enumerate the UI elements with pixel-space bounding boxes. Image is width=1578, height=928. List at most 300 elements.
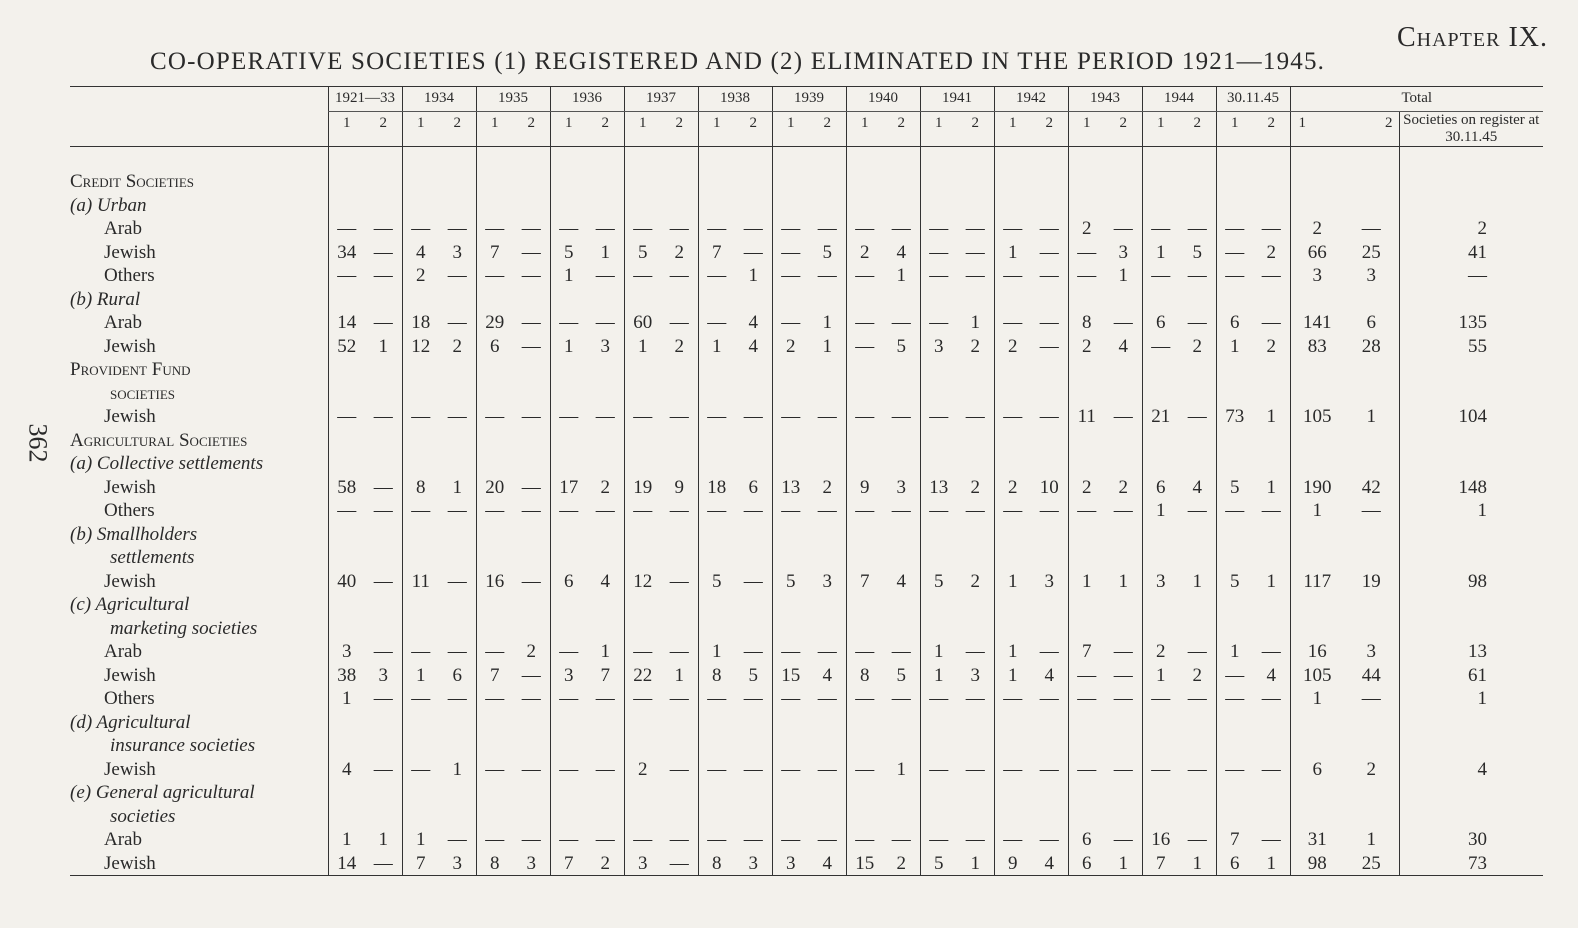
total-registered-cell: 141 — [1290, 311, 1344, 335]
value-cell — [846, 170, 883, 194]
total-eliminated-cell — [1344, 805, 1399, 829]
value-cell — [1216, 781, 1253, 805]
total-eliminated-cell: 3 — [1366, 641, 1376, 662]
value-cell: — — [328, 217, 365, 241]
value-cell — [772, 170, 809, 194]
value-cell — [550, 593, 587, 617]
value-cell: 5 — [1216, 570, 1253, 594]
value-cell: — — [846, 311, 883, 335]
value-cell — [1031, 546, 1068, 570]
value-cell — [550, 617, 587, 641]
value-cell — [476, 452, 513, 476]
sub-header-2: 2 — [1105, 111, 1142, 146]
societies-on-register-cell: 104 — [1399, 405, 1543, 429]
value-cell: — — [1068, 499, 1105, 523]
value-cell — [1253, 734, 1290, 758]
value-cell: — — [965, 218, 985, 239]
section-heading-row — [70, 711, 1543, 735]
value-cell: 34 — [328, 241, 365, 265]
value-cell — [624, 546, 661, 570]
row-label: Jewish — [104, 406, 156, 427]
value-cell: — — [1187, 500, 1207, 521]
value-cell — [883, 452, 920, 476]
value-cell — [1031, 288, 1068, 312]
value-cell: — — [1039, 335, 1059, 357]
value-cell — [957, 429, 994, 453]
total-eliminated-cell — [1344, 452, 1399, 476]
value-cell — [994, 452, 1031, 476]
value-cell — [328, 170, 365, 194]
value-cell: — — [698, 687, 735, 711]
value-cell: — — [994, 499, 1031, 523]
total-eliminated-cell: 1 — [1366, 829, 1376, 850]
year-header: 1942 — [994, 87, 1068, 112]
value-cell — [513, 617, 550, 641]
value-cell — [1142, 194, 1179, 218]
value-cell — [550, 429, 587, 453]
value-cell — [365, 781, 402, 805]
table-row — [70, 217, 1543, 241]
row-label: (b) Rural — [70, 288, 141, 310]
value-cell — [328, 805, 365, 829]
value-cell — [772, 523, 809, 547]
value-cell — [920, 288, 957, 312]
row-label: Agricultural Societies — [70, 429, 248, 451]
value-cell — [1253, 358, 1290, 382]
value-cell: — — [595, 758, 615, 780]
value-cell — [513, 711, 550, 735]
value-cell — [920, 593, 957, 617]
total-eliminated-cell — [1344, 170, 1399, 194]
value-cell — [365, 617, 402, 641]
table-row — [70, 476, 1543, 500]
value-cell: — — [772, 217, 809, 241]
value-cell — [1142, 170, 1179, 194]
total-registered-cell: 83 — [1290, 335, 1344, 359]
value-cell — [994, 170, 1031, 194]
value-cell: 5 — [624, 241, 661, 265]
value-cell — [772, 429, 809, 453]
societies-on-register-cell: 55 — [1399, 335, 1543, 359]
value-cell: 21 — [1142, 405, 1179, 429]
value-cell — [698, 452, 735, 476]
value-cell — [476, 429, 513, 453]
value-cell: 3 — [452, 852, 462, 874]
value-cell: 1 — [1142, 241, 1179, 265]
sub-header-1: 1 — [328, 111, 365, 146]
value-cell: 2 — [674, 241, 684, 263]
value-cell: — — [743, 570, 763, 592]
value-cell: — — [817, 688, 837, 709]
value-cell: — — [846, 217, 883, 241]
value-cell — [1216, 617, 1253, 641]
value-cell: 3 — [624, 852, 661, 876]
total-registered-cell: 16 — [1290, 640, 1344, 664]
value-cell: 3 — [970, 664, 980, 686]
value-cell: — — [1039, 758, 1059, 780]
value-cell: 11 — [1068, 405, 1105, 429]
value-cell — [365, 288, 402, 312]
value-cell: — — [373, 641, 393, 662]
value-cell: — — [772, 264, 809, 288]
value-cell — [735, 288, 772, 312]
value-cell — [698, 734, 735, 758]
value-cell: — — [1216, 241, 1253, 265]
value-cell: 1 — [1216, 640, 1253, 664]
value-cell: — — [669, 641, 689, 662]
value-cell — [402, 711, 439, 735]
value-cell — [1253, 452, 1290, 476]
total-registered-cell: 105 — [1290, 405, 1344, 429]
value-cell — [1031, 781, 1068, 805]
value-cell: — — [891, 829, 911, 850]
value-cell — [957, 734, 994, 758]
value-cell — [698, 546, 735, 570]
value-cell — [1068, 452, 1105, 476]
value-cell — [1179, 546, 1216, 570]
value-cell: — — [373, 406, 393, 427]
section-heading-row — [70, 781, 1543, 805]
row-label: Arab — [104, 218, 142, 239]
value-cell — [698, 523, 735, 547]
sub-header-1: 1 — [1142, 111, 1179, 146]
value-cell — [476, 734, 513, 758]
value-cell — [1031, 523, 1068, 547]
value-cell: — — [550, 828, 587, 852]
value-cell — [661, 734, 698, 758]
value-cell — [1142, 523, 1179, 547]
value-cell — [1216, 382, 1253, 406]
value-cell: 1 — [994, 241, 1031, 265]
total-eliminated-cell: — — [1361, 218, 1381, 239]
value-cell: — — [1039, 312, 1059, 333]
value-cell — [698, 288, 735, 312]
value-cell — [550, 382, 587, 406]
value-cell — [402, 781, 439, 805]
table-row — [70, 499, 1543, 523]
sub-header-1: 1 — [550, 111, 587, 146]
value-cell: — — [328, 264, 365, 288]
value-cell: 1 — [1118, 265, 1128, 286]
value-cell: 8 — [402, 476, 439, 500]
value-cell: 5 — [698, 570, 735, 594]
year-header: 1921—33 — [328, 87, 402, 112]
value-cell: 1 — [378, 335, 388, 357]
value-cell — [698, 382, 735, 406]
row-label: Jewish — [104, 476, 156, 498]
value-cell — [1216, 805, 1253, 829]
table-row — [70, 335, 1543, 359]
value-cell — [328, 711, 365, 735]
value-cell: 2 — [994, 335, 1031, 359]
value-cell — [1179, 781, 1216, 805]
value-cell — [550, 288, 587, 312]
value-cell — [809, 734, 846, 758]
value-cell — [439, 194, 476, 218]
value-cell: — — [994, 758, 1031, 782]
value-cell: — — [1261, 218, 1281, 239]
value-cell: 4 — [1044, 852, 1054, 874]
value-cell — [772, 546, 809, 570]
value-cell — [809, 523, 846, 547]
value-cell — [735, 781, 772, 805]
value-cell: 1 — [328, 687, 365, 711]
value-cell: 1 — [1266, 406, 1276, 427]
value-cell: 58 — [328, 476, 365, 500]
value-cell: — — [476, 640, 513, 664]
value-cell: 4 — [896, 570, 906, 592]
value-cell: — — [521, 688, 541, 709]
value-cell: — — [1187, 218, 1207, 239]
value-cell — [1179, 805, 1216, 829]
value-cell — [1031, 711, 1068, 735]
value-cell — [698, 170, 735, 194]
value-cell: — — [550, 405, 587, 429]
value-cell — [1068, 382, 1105, 406]
value-cell: 1 — [1142, 499, 1179, 523]
value-cell — [883, 358, 920, 382]
total-registered-cell — [1290, 711, 1344, 735]
value-cell: — — [846, 758, 883, 782]
value-cell: 3 — [1118, 241, 1128, 263]
value-cell — [476, 523, 513, 547]
value-cell: — — [920, 264, 957, 288]
value-cell — [550, 711, 587, 735]
value-cell: — — [447, 406, 467, 427]
societies-on-register-cell — [1399, 781, 1543, 805]
value-cell: 10 — [1039, 476, 1059, 498]
value-cell — [772, 358, 809, 382]
total-registered-cell: 105 — [1290, 664, 1344, 688]
value-cell — [587, 593, 624, 617]
value-cell — [1253, 382, 1290, 406]
table-row — [70, 241, 1543, 265]
value-cell: 7 — [476, 241, 513, 265]
value-cell: — — [817, 500, 837, 521]
total-registered-cell: 190 — [1290, 476, 1344, 500]
value-cell — [883, 781, 920, 805]
value-cell: 1 — [698, 335, 735, 359]
sub-header-2: 2 — [587, 111, 624, 146]
total-eliminated-cell: 19 — [1361, 570, 1381, 592]
value-cell: — — [1216, 664, 1253, 688]
value-cell — [1179, 593, 1216, 617]
total-registered-cell: 66 — [1290, 241, 1344, 265]
value-cell: 4 — [328, 758, 365, 782]
value-cell: — — [817, 829, 837, 850]
societies-on-register-cell — [1399, 523, 1543, 547]
value-cell — [698, 781, 735, 805]
value-cell — [809, 546, 846, 570]
value-cell — [1253, 546, 1290, 570]
total-registered-cell — [1290, 194, 1344, 218]
sub-header-1: 1 — [624, 111, 661, 146]
value-cell: 1 — [822, 335, 832, 357]
section-heading-row — [70, 382, 1543, 406]
value-cell — [1068, 546, 1105, 570]
value-cell: 1 — [378, 829, 388, 850]
year-header: 1939 — [772, 87, 846, 112]
value-cell — [1105, 546, 1142, 570]
value-cell: 3 — [328, 640, 365, 664]
sub-header-2: 2 — [957, 111, 994, 146]
chapter-heading: Chapter IX. — [1396, 22, 1548, 53]
value-cell — [402, 593, 439, 617]
value-cell: — — [521, 312, 541, 333]
value-cell — [883, 288, 920, 312]
total-registered-cell: 98 — [1290, 852, 1344, 876]
section-heading-row — [70, 523, 1543, 547]
value-cell: 1 — [600, 241, 610, 263]
value-cell — [809, 429, 846, 453]
value-cell: — — [624, 687, 661, 711]
value-cell: — — [447, 500, 467, 521]
value-cell — [365, 358, 402, 382]
value-cell: 5 — [822, 241, 832, 263]
table-body — [70, 146, 1543, 876]
value-cell: 1 — [698, 640, 735, 664]
total-eliminated-cell — [1344, 358, 1399, 382]
value-cell: 8 — [698, 664, 735, 688]
value-cell — [846, 781, 883, 805]
value-cell — [661, 546, 698, 570]
value-cell — [328, 452, 365, 476]
value-cell — [587, 617, 624, 641]
value-cell — [1216, 734, 1253, 758]
value-cell — [1142, 452, 1179, 476]
value-cell: — — [891, 688, 911, 709]
value-cell: 1 — [600, 641, 610, 662]
section-heading-row — [70, 358, 1543, 382]
section-heading-row — [70, 452, 1543, 476]
value-cell: — — [476, 499, 513, 523]
value-cell: — — [402, 758, 439, 782]
value-cell: — — [595, 265, 615, 286]
value-cell — [957, 593, 994, 617]
value-cell: — — [994, 828, 1031, 852]
value-cell: 1 — [1192, 570, 1202, 592]
value-cell: — — [595, 500, 615, 521]
value-cell: — — [624, 217, 661, 241]
value-cell — [328, 194, 365, 218]
value-cell: 52 — [328, 335, 365, 359]
value-cell: — — [1187, 641, 1207, 662]
value-cell — [920, 711, 957, 735]
row-label: (b) Smallholders — [70, 523, 198, 545]
section-heading-row — [70, 429, 1543, 453]
value-cell: — — [1261, 829, 1281, 850]
value-cell — [476, 805, 513, 829]
value-cell: 3 — [748, 852, 758, 874]
societies-on-register-cell — [1399, 805, 1543, 829]
value-cell: — — [965, 406, 985, 427]
value-cell — [550, 452, 587, 476]
value-cell: — — [521, 241, 541, 263]
value-cell: — — [595, 218, 615, 239]
value-cell: — — [476, 828, 513, 852]
value-cell: 1 — [402, 664, 439, 688]
value-cell: — — [373, 241, 393, 263]
sub-header-1: 1 — [846, 111, 883, 146]
value-cell — [661, 523, 698, 547]
value-cell: — — [1187, 758, 1207, 780]
value-cell — [365, 429, 402, 453]
societies-on-register-cell — [1399, 452, 1543, 476]
value-cell — [1179, 523, 1216, 547]
value-cell: 4 — [748, 312, 758, 333]
value-cell: 4 — [402, 241, 439, 265]
value-cell — [1105, 617, 1142, 641]
value-cell — [772, 781, 809, 805]
value-cell: — — [1261, 641, 1281, 662]
value-cell: — — [1039, 829, 1059, 850]
value-cell — [1105, 288, 1142, 312]
value-cell: — — [550, 499, 587, 523]
value-cell: — — [373, 312, 393, 333]
value-cell: 38 — [328, 664, 365, 688]
value-cell: 12 — [624, 570, 661, 594]
value-cell: 9 — [674, 476, 684, 498]
year-header-row — [70, 87, 1543, 112]
total-header: Total — [1290, 87, 1543, 112]
value-cell — [661, 805, 698, 829]
value-cell — [698, 593, 735, 617]
value-cell: 9 — [994, 852, 1031, 876]
value-cell: 16 — [1142, 828, 1179, 852]
value-cell: — — [1216, 687, 1253, 711]
value-cell — [809, 452, 846, 476]
value-cell — [1068, 170, 1105, 194]
value-cell — [1142, 429, 1179, 453]
value-cell: — — [1142, 335, 1179, 359]
value-cell: 8 — [698, 852, 735, 876]
value-cell: — — [373, 570, 393, 592]
value-cell: — — [373, 476, 393, 498]
value-cell — [1253, 194, 1290, 218]
row-label: societies — [110, 805, 176, 827]
value-cell — [920, 546, 957, 570]
value-cell — [846, 617, 883, 641]
value-cell: 6 — [452, 664, 462, 686]
value-cell: 17 — [550, 476, 587, 500]
value-cell — [476, 781, 513, 805]
value-cell — [661, 711, 698, 735]
total-sub-header-1: 1 — [1290, 111, 1344, 146]
value-cell: — — [1113, 664, 1133, 686]
value-cell: 2 — [600, 852, 610, 874]
value-cell — [439, 452, 476, 476]
value-cell — [920, 523, 957, 547]
value-cell — [772, 382, 809, 406]
value-cell: — — [373, 852, 393, 874]
total-registered-cell: 1 — [1290, 687, 1344, 711]
societies-on-register-cell: 30 — [1399, 828, 1543, 852]
value-cell: 2 — [896, 852, 906, 874]
value-cell — [661, 170, 698, 194]
value-cell — [1179, 288, 1216, 312]
value-cell: 1 — [896, 265, 906, 286]
sub-header-2: 2 — [809, 111, 846, 146]
value-cell — [624, 382, 661, 406]
value-cell: 16 — [476, 570, 513, 594]
value-cell — [772, 734, 809, 758]
value-cell — [957, 805, 994, 829]
value-cell — [1031, 358, 1068, 382]
value-cell: — — [920, 217, 957, 241]
value-cell: 60 — [624, 311, 661, 335]
value-cell — [994, 781, 1031, 805]
value-cell: — — [772, 405, 809, 429]
